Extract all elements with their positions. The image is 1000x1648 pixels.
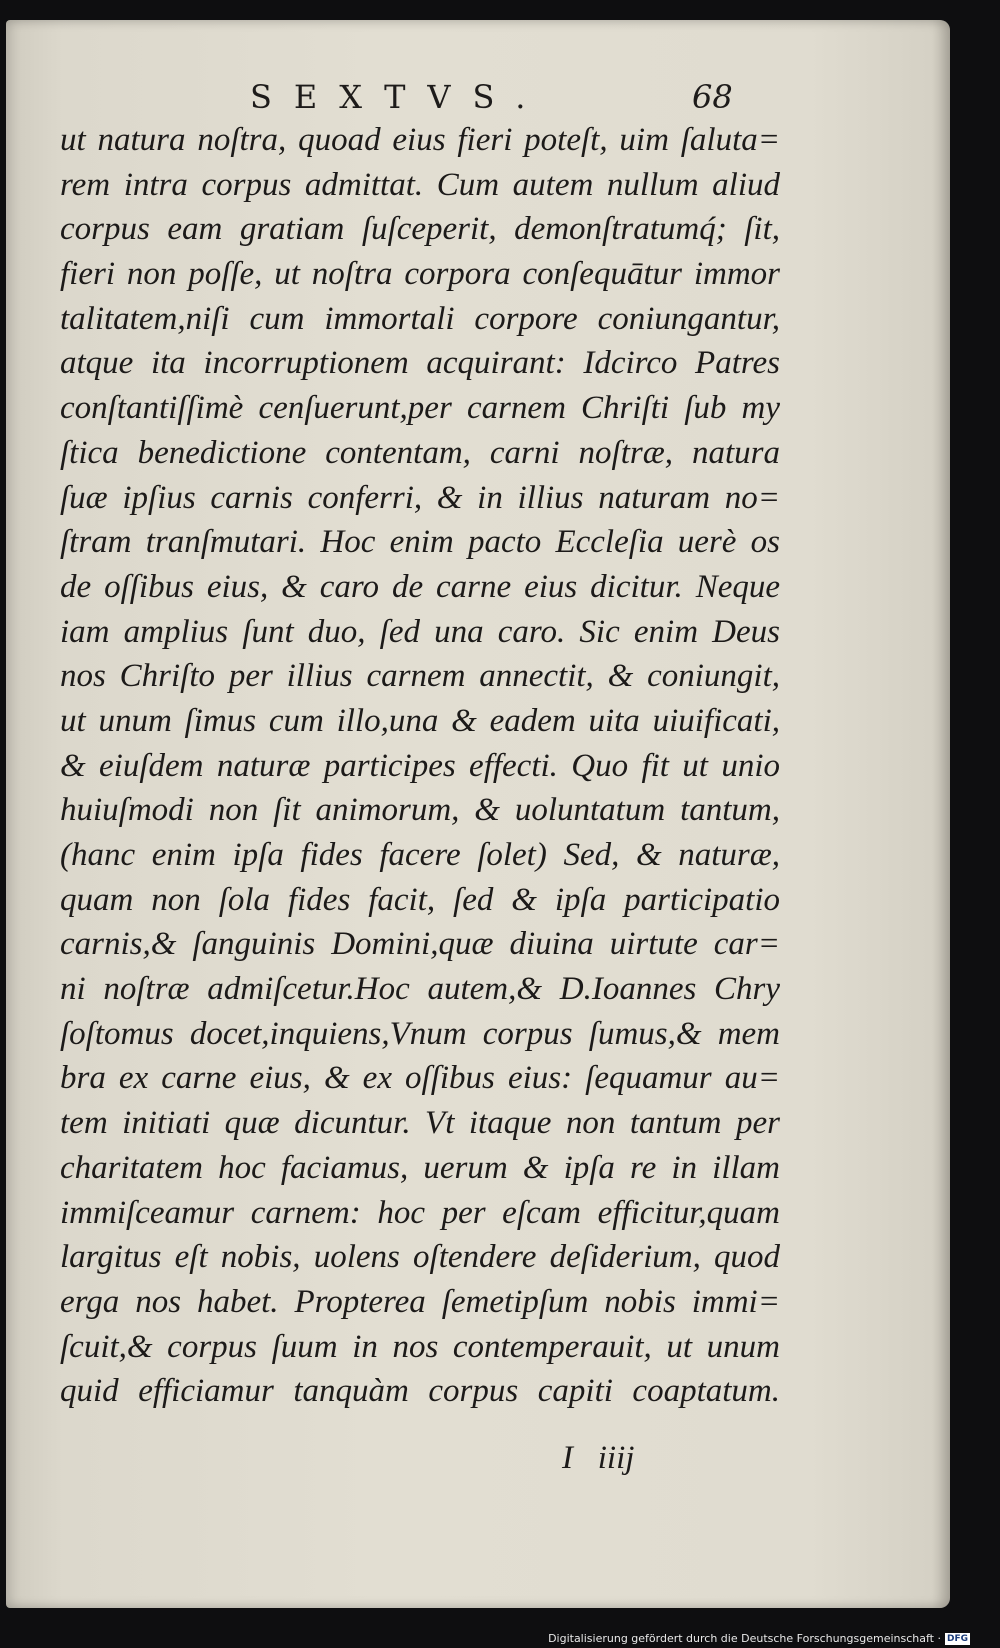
text-line: ſoſtomus docet,inquiens,Vnum corpus ſumus,& mem (60, 1015, 780, 1052)
text-line: (hanc enim ipſa fides facere ſolet) Sed, & naturæ, (60, 837, 780, 873)
dfg-logo-icon: DFG (946, 1633, 968, 1644)
text-line: tem initiati quæ dicuntur. Vt itaque non tantum per (60, 1105, 780, 1142)
text-line: erga nos habet. Propterea ſemetipſum nobis immi= (60, 1283, 780, 1320)
text-line: ut unum ſimus cum illo,una & eadem uita uiuificati, (60, 702, 780, 739)
signature-mark: I iiij (562, 1440, 635, 1476)
text-line: conſtantiſſimè cenſuerunt,per carnem Chriſti ſub my (60, 390, 780, 427)
text-line: nos Chriſto per illius carnem annectit, & coniungit, (60, 658, 780, 695)
text-line: iam amplius ſunt duo, ſed una caro. Sic enim Deus (60, 613, 780, 650)
text-line: ut natura noſtra, quoad eius fieri poteſt, uim ſaluta= (60, 122, 780, 158)
text-line: bra ex carne eius, & ex oſſibus eius: ſequamur au= (60, 1060, 780, 1097)
text-line: largitus eſt nobis, uolens oſtendere deſiderium, quod (60, 1239, 780, 1276)
digitization-credit (548, 1632, 970, 1645)
page-number: 68 (692, 78, 733, 116)
running-head: SEXTVS. (250, 78, 548, 116)
text-line: charitatem hoc faciamus, uerum & ipſa re in illam (60, 1149, 780, 1186)
text-line: rem intra corpus admittat. Cum autem nullum aliud (60, 166, 780, 203)
text-line: talitatem,niſi cum immortali corpore coniungantur, (60, 300, 780, 337)
credit-text: Digitalisierung gefördert durch die Deutsche Forschungsgemeinschaft · (548, 1632, 941, 1645)
text-line: carnis,& ſanguinis Domini,quæ diuina uirtute car= (60, 926, 780, 963)
body-text (60, 118, 780, 1414)
text-line: de oſſibus eius, & caro de carne eius dicitur. Neque (60, 568, 780, 605)
text-line: immiſceamur carnem: hoc per eſcam efficitur,quam (60, 1194, 780, 1231)
text-line: atque ita incorruptionem acquirant: Idcirco Patres (60, 345, 780, 382)
text-line: quid efficiamur tanquàm corpus capiti coaptatum. (60, 1373, 780, 1410)
text-line: ſcuit,& corpus ſuum in nos contemperauit, ut unum (60, 1328, 780, 1365)
text-line: ni noſtræ admiſcetur.Hoc autem,& D.Ioannes Chry (60, 971, 780, 1008)
page-edge-shadow (932, 20, 950, 1608)
text-line: ſuæ ipſius carnis conferri, & in illius naturam no= (60, 479, 780, 516)
text-line: corpus eam gratiam ſuſceperit, demonſtratumq́; ſit, (60, 211, 780, 248)
text-line: huiuſmodi non ſit animorum, & uoluntatum tantum, (60, 792, 780, 829)
text-line: ſtica benedictione contentam, carni noſtræ, natura (60, 434, 780, 471)
text-line: & eiuſdem naturæ participes effecti. Quo fit ut unio (60, 747, 780, 784)
text-line: quam non ſola fides facit, ſed & ipſa participatio (60, 881, 780, 918)
text-line: fieri non poſſe, ut noſtra corpora conſequātur immor (60, 256, 780, 293)
text-line: ſtram tranſmutari. Hoc enim pacto Eccleſia uerè os (60, 524, 780, 561)
